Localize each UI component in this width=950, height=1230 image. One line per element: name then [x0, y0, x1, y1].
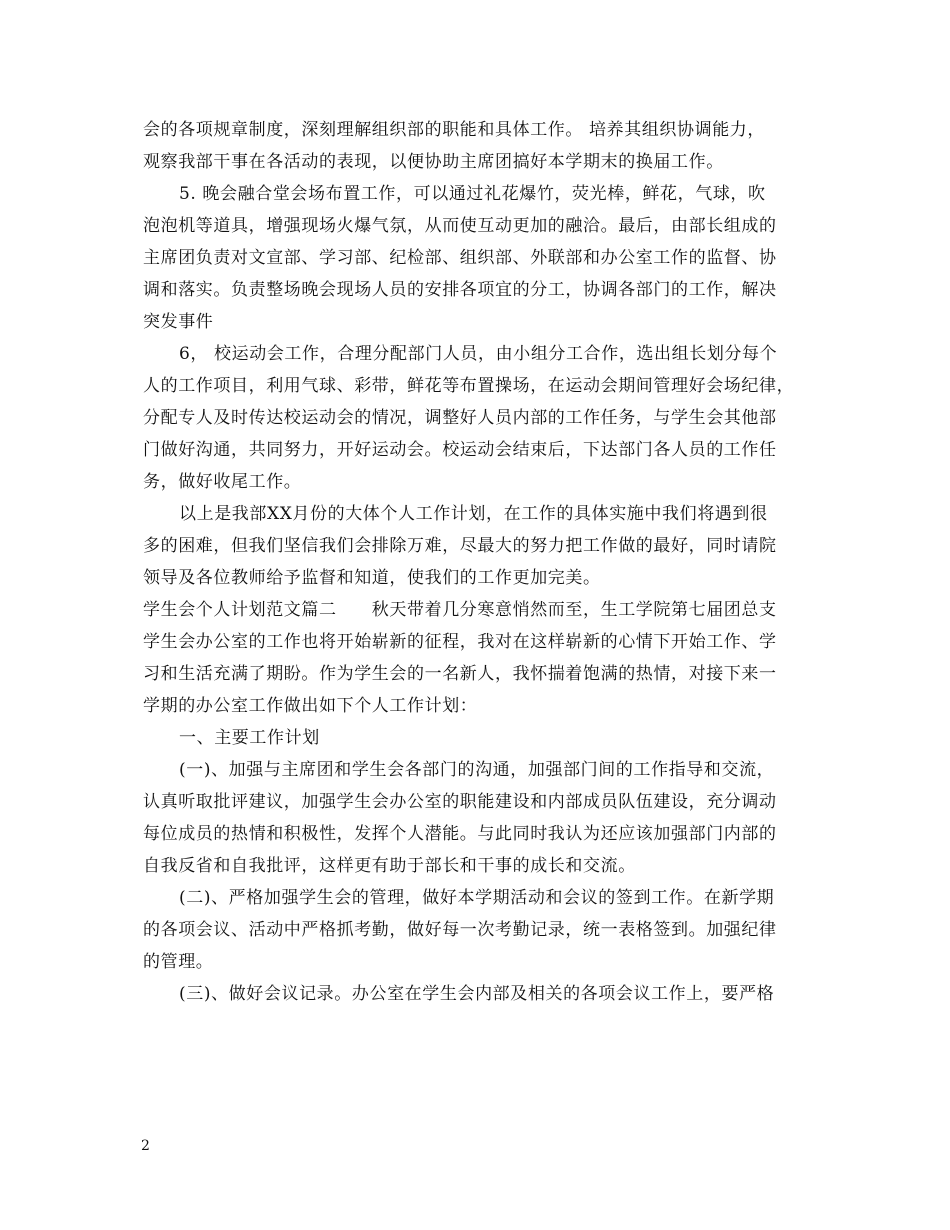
text-line: 门做好沟通，共同努力，开好运动会。校运动会结束后，下达部门各人员的工作任 [143, 440, 777, 460]
text-line: 学期的办公室工作做出如下个人工作计划： [143, 696, 478, 716]
text-line: 突发事件 [143, 312, 214, 332]
text-line: 的各项会议、活动中严格抓考勤，做好每一次考勤记录，统一表格签到。加强纪律 [143, 920, 777, 940]
text-line: 学生会个人计划范文篇二 秋天带着几分寒意悄然而至，生工学院第七届团总支 [143, 600, 777, 620]
text-line: 6， 校运动会工作，合理分配部门人员，由小组分工合作，选出组长划分每个 [179, 344, 778, 364]
text-line: 会的各项规章制度，深刻理解组织部的职能和具体工作。 培养其组织协调能力， [143, 120, 766, 140]
text-line: 每位成员的热情和积极性，发挥个人潜能。与此同时我认为还应该加强部门内部的 [143, 824, 777, 844]
text-line: 以上是我部XX月份的大体个人工作计划，在工作的具体实施中我们将遇到很 [179, 504, 768, 524]
text-line: 学生会办公室的工作也将开始崭新的征程，我对在这样崭新的心情下开始工作、学 [143, 632, 777, 652]
text-line: 观察我部干事在各活动的表现，以便协助主席团搞好本学期末的换届工作。 [143, 152, 724, 172]
text-line: (三)、做好会议记录。办公室在学生会内部及相关的各项会议工作上，要严格 [179, 984, 775, 1004]
text-line: 多的困难，但我们坚信我们会排除万难，尽最大的努力把工作做的最好，同时请院 [143, 536, 777, 556]
text-line: 自我反省和自我批评，这样更有助于部长和干事的成长和交流。 [143, 856, 636, 876]
text-line: 主席团负责对文宣部、学习部、纪检部、组织部、外联部和办公室工作的监督、协 [143, 248, 777, 268]
text-line: 分配专人及时传达校运动会的情况，调整好人员内部的工作任务，与学生会其他部 [143, 408, 777, 428]
text-line: 调和落实。负责整场晚会现场人员的安排各项宜的分工，协调各部门的工作，解决 [143, 280, 777, 300]
text-line: 一、主要工作计划 [179, 728, 320, 748]
text-line: 的管理。 [143, 952, 214, 972]
text-line: 习和生活充满了期盼。作为学生会的一名新人，我怀揣着饱满的热情，对接下来一 [143, 664, 777, 684]
text-line: 务，做好收尾工作。 [143, 472, 302, 492]
text-line: 泡泡机等道具，增强现场火爆气氛，从而使互动更加的融洽。最后，由部长组成的 [143, 216, 777, 236]
text-line: (二)、严格加强学生会的管理，做好本学期活动和会议的签到工作。在新学期 [179, 888, 775, 908]
text-line: 人的工作项目，利用气球、彩带，鲜花等布置操场，在运动会期间管理好会场纪律， [143, 376, 795, 396]
page-number: 2 [141, 1138, 150, 1154]
text-line: 认真听取批评建议，加强学生会办公室的职能建设和内部成员队伍建设，充分调动 [143, 792, 777, 812]
text-line: (一)、加强与主席团和学生会各部门的沟通，加强部门间的工作指导和交流， [179, 760, 775, 780]
document-body [143, 114, 823, 1010]
text-line: 5. 晚会融合堂会场布置工作，可以通过礼花爆竹，荧光棒，鲜花，气球，吹 [179, 184, 766, 204]
text-line: 领导及各位教师给予监督和知道，使我们的工作更加完美。 [143, 568, 601, 588]
